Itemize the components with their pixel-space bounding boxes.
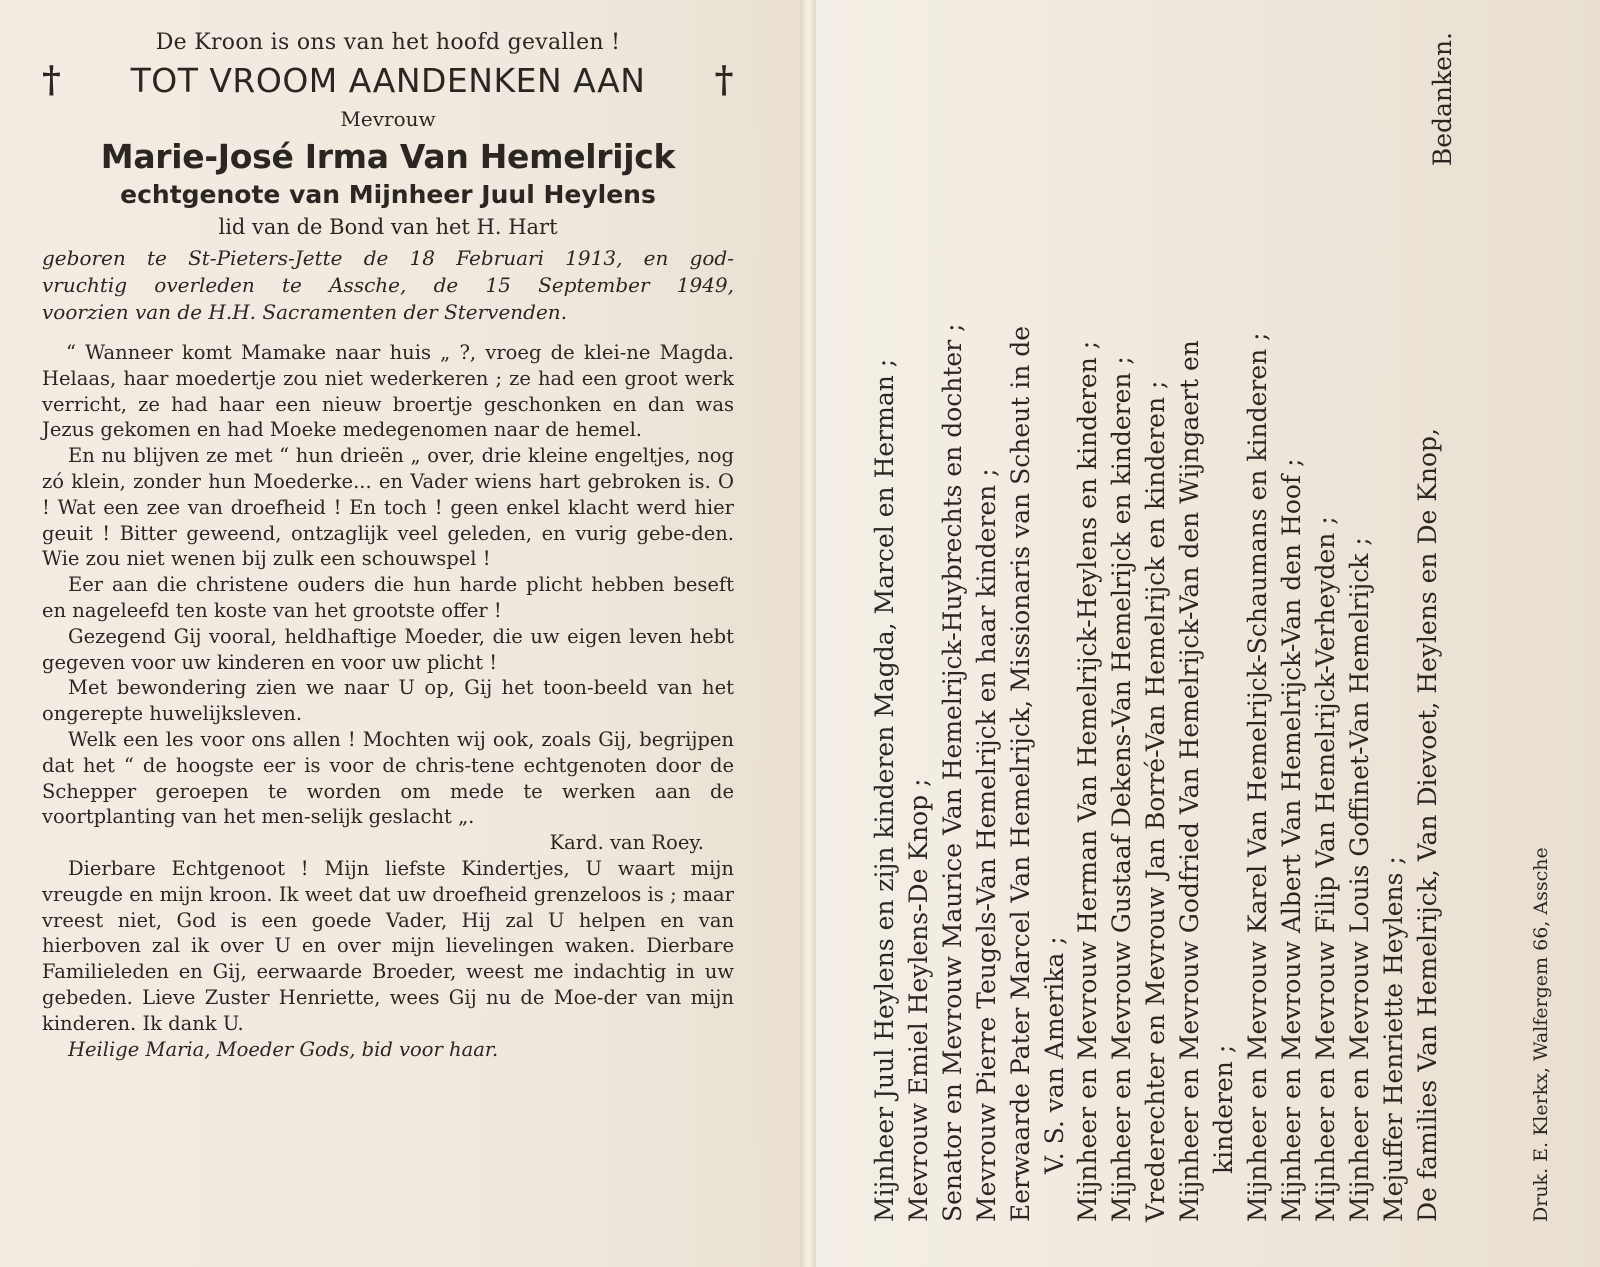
membership: lid van de Bond van het H. Hart [218, 215, 558, 239]
closing-prayer: Heilige Maria, Moeder Gods, bid voor haar. [68, 1037, 499, 1061]
eulogy-paragraph: Welk een les voor ons allen ! Mochten wij ook, zoals Gij, begrijpen dat het “ de hoogste eer is voor de chris-tene echtgenoten door de Schepper geroepen te worden om mede te werken aan de voortplanting van het men-selijk geslacht „. [42, 727, 734, 829]
left-page-content [42, 30, 734, 1062]
quote-attribution-row [42, 830, 734, 856]
mourner-line: Mijnheer en Mevrouw Filip Van Hemelrijck-Verheyden ; [1310, 516, 1340, 1222]
mourners-list [868, 32, 1444, 1222]
mourner-line: Mijnheer en Mevrouw Louis Goffinet-Van Hemelrijck ; [1344, 537, 1374, 1222]
mourners-block [868, 32, 1508, 1222]
eulogy-paragraph: Dierbare Echtgenoot ! Mijn liefste Kindertjes, U waart mijn vreugde en mijn kroon. Ik weet dat uw droefheid grenzeloos is ; maar vreest niet, God is een goede Vader, Hij zal U helpen en van hierboven zal ik over U en over mijn lievelingen waken. Dierbare Familieleden en Gij, eerwaarde Broeder, weest me indachtig in uw gebeden. Lieve Zuster Henriette, wees Gij nu de Moe-der van mijn kinderen. Ik dank U. [42, 856, 734, 1035]
cross-icon: † [42, 59, 62, 101]
eulogy-paragraph: En nu blijven ze met “ hun drieën „ over, drie kleine engeltjes, nog zó klein, zonder hun Moederke... en Vader wiens hart gebroken is. O ! Wat een zee van droefheid ! En toch ! geen enkel klacht werd hier geuit ! Bitter geweend, ontzaglijk veel geleden, en vurig gebe-den. Wie zou niet wenen bij zulk een schouwspel ! [42, 444, 734, 571]
mourner-line: Senator en Mevrouw Maurice Van Hemelrijck-Huybrechts en dochter ; [937, 323, 967, 1222]
mourner-line: De families Van Hemelrijck, Van Dievoet, Heylens en De Knop, [1412, 427, 1442, 1222]
mourner-line: Mijnheer en Mevrouw Albert Van Hemelrijck-Van den Hoof ; [1276, 458, 1306, 1222]
eulogy-paragraph: Eer aan die christene ouders die hun harde plicht hebben beseft en nageleefd ten koste van het grootste offer ! [42, 573, 734, 622]
mourner-line: Mijnheer en Mevrouw Gustaaf Dekens-Van Hemelrijck en kinderen ; [1107, 356, 1137, 1222]
mourner-line: Mejuffer Henriette Heylens ; [1378, 856, 1408, 1222]
memorial-heading-row [42, 59, 734, 101]
eulogy-paragraph: “ Wanneer komt Mamake naar huis „ ?, vroeg de klei-ne Magda. Helaas, haar moedertje zou niet wederkeren ; ze had een groot werk verricht, ze had haar een nieuw broertje geschonken en dan was Jezus gekomen en had Moeke medegenomen naar de hemel. [42, 341, 734, 442]
mourner-line: Mijnheer en Mevrouw Karel Van Hemelrijck-Schaumans en kinderen ; [1242, 332, 1272, 1222]
quote-author: Kard. van Roey. [549, 831, 704, 855]
mourner-line: Vrederechter en Mevrouw Jan Borré-Van Hemelrijck en kinderen ; [1141, 380, 1171, 1222]
mourner-line: Mevrouw Emiel Heylens-De Knop ; [903, 778, 933, 1222]
memorial-heading: TOT VROOM AANDENKEN AAN [130, 60, 646, 100]
mourner-line: Mijnheer en Mevrouw Herman Van Hemelrijck-Heylens en kinderen ; [1073, 340, 1103, 1222]
dates-line: vruchtig overleden te Assche, de 15 September 1949, [42, 273, 734, 297]
thanks-text: Bedanken. [1428, 32, 1457, 167]
card-fold [800, 0, 816, 1267]
dates-line: geboren te St-Pieters-Jette de 18 Februari 1913, en god- [42, 246, 734, 270]
dates-line: voorzien van de H.H. Sacramenten der Stervenden. [42, 300, 568, 324]
cross-icon: † [714, 59, 734, 101]
mourner-line: Mijnheer en Mevrouw Godfried Van Hemelrijck-Van den Wijngaert en [1175, 340, 1205, 1222]
mourner-line: V. S. van Amerika ; [1039, 936, 1069, 1174]
honorific: Mevrouw [340, 107, 436, 131]
eulogy-paragraph: Met bewondering zien we naar U op, Gij het toon-beeld van het ongerepte huwelijksleven. [42, 676, 734, 726]
birth-death-dates [42, 245, 734, 326]
spouse-line: echtgenote van Mijnheer Juul Heylens [120, 180, 656, 209]
mourner-line: Mijnheer Juul Heylens en zijn kinderen Magda, Marcel en Herman ; [870, 358, 899, 1222]
deceased-name: Marie-José Irma Van Hemelrijck [100, 137, 676, 176]
eulogy-paragraph: Gezegend Gij vooral, heldhaftige Moeder, die uw eigen leven hebt gegeven voor uw kinderen en voor uw plicht ! [42, 624, 734, 674]
eulogy-text [42, 340, 734, 1062]
motto: De Kroon is ons van het hoofd gevallen ! [155, 30, 621, 55]
mourner-line: kinderen ; [1209, 1044, 1239, 1174]
mourner-line: Mevrouw Pierre Teugels-Van Hemelrijck en haar kinderen ; [971, 468, 1001, 1222]
printer-credit: Druk. E. Klerkx, Walfergem 66, Assche [1530, 847, 1552, 1222]
mourner-line: Eerwaarde Pater Marcel Van Hemelrijck, Missionaris van Scheut in de [1005, 325, 1035, 1222]
